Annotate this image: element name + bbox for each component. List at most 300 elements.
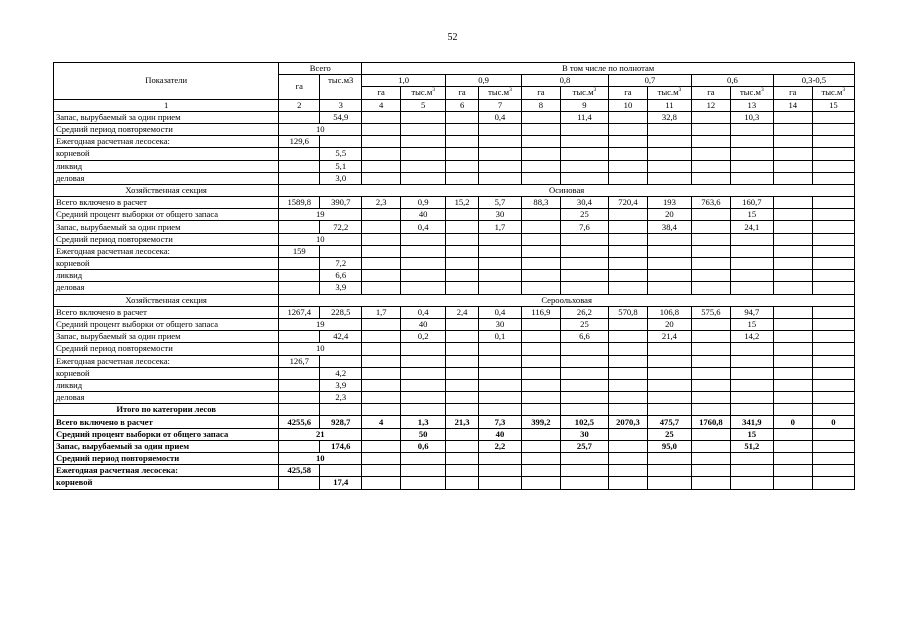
table-cell: 0,1 [478, 331, 521, 343]
table-cell [812, 136, 854, 148]
table-cell: 7,3 [478, 416, 521, 428]
table-cell [521, 318, 560, 330]
column-number: 14 [773, 99, 812, 111]
table-cell: 720,4 [609, 197, 648, 209]
table-row [54, 270, 855, 282]
table-cell: 159 [279, 245, 320, 257]
header-total: Всего [279, 63, 362, 75]
table-cell [521, 428, 560, 440]
section-label: Хозяйственная секция [54, 294, 279, 306]
empty-cell [560, 233, 608, 245]
table-cell [521, 209, 560, 221]
table-cell [521, 136, 560, 148]
table-row [54, 209, 855, 221]
table-cell: 32,8 [647, 111, 691, 123]
empty-cell [730, 343, 773, 355]
table-cell [446, 428, 479, 440]
unit-ha: га [446, 87, 479, 99]
unit-m3-text: тыс.м [740, 87, 761, 98]
table-cell [478, 148, 521, 160]
empty-cell [812, 404, 854, 416]
header-total-ha: га [279, 75, 320, 99]
table-cell [730, 392, 773, 404]
table-cell: 116,9 [521, 306, 560, 318]
table-cell [478, 245, 521, 257]
table-cell: 193 [647, 197, 691, 209]
table-cell: 390,7 [320, 197, 362, 209]
table-cell [773, 306, 812, 318]
column-number: 10 [609, 99, 648, 111]
table-cell [446, 282, 479, 294]
table-cell [478, 465, 521, 477]
table-cell [773, 318, 812, 330]
table-row [54, 477, 855, 489]
table-cell [362, 258, 401, 270]
column-number: 2 [279, 99, 320, 111]
table-row [54, 294, 855, 306]
empty-cell [362, 343, 401, 355]
forest-table [53, 62, 855, 490]
table-cell [362, 270, 401, 282]
table-cell: 5,7 [478, 197, 521, 209]
table-cell [812, 221, 854, 233]
row-label: ликвид [54, 270, 279, 282]
density-header: 0,6 [691, 75, 773, 87]
unit-m3 [647, 87, 691, 99]
unit-m3-text: тыс.м [488, 87, 510, 98]
table-cell: 4,2 [320, 367, 362, 379]
table-cell [812, 440, 854, 452]
density-header: 0,3-0,5 [773, 75, 854, 87]
table-cell [812, 172, 854, 184]
table-cell [446, 367, 479, 379]
table-cell [521, 221, 560, 233]
table-cell [478, 367, 521, 379]
table-cell [478, 160, 521, 172]
empty-cell [812, 453, 854, 465]
unit-ha: га [691, 87, 730, 99]
empty-cell [279, 404, 320, 416]
table-cell [560, 160, 608, 172]
table-cell: 15 [730, 428, 773, 440]
table-cell: 42,4 [320, 331, 362, 343]
column-number: 3 [320, 99, 362, 111]
empty-cell [560, 453, 608, 465]
unit-m3-power: 3 [760, 87, 764, 94]
table-cell: 341,9 [730, 416, 773, 428]
table-cell: 1,7 [478, 221, 521, 233]
table-cell [560, 136, 608, 148]
column-number: 11 [647, 99, 691, 111]
table-cell: 25 [560, 209, 608, 221]
table-cell [521, 282, 560, 294]
table-cell: 575,6 [691, 306, 730, 318]
row-label: Средний период повторяемости [54, 453, 279, 465]
row-label: деловая [54, 282, 279, 294]
table-cell [560, 367, 608, 379]
empty-cell [609, 233, 648, 245]
table-cell: 25 [560, 318, 608, 330]
empty-cell [730, 404, 773, 416]
empty-cell [401, 404, 446, 416]
table-cell: 129,6 [279, 136, 320, 148]
table-cell: 475,7 [647, 416, 691, 428]
table-cell [521, 172, 560, 184]
table-row [54, 367, 855, 379]
table-cell [773, 111, 812, 123]
table-cell [812, 392, 854, 404]
table-cell [730, 245, 773, 257]
table-cell [478, 392, 521, 404]
table-cell [730, 172, 773, 184]
table-cell [560, 282, 608, 294]
table-cell: 3,9 [320, 379, 362, 391]
table-cell [446, 148, 479, 160]
empty-cell [812, 343, 854, 355]
table-cell [647, 477, 691, 489]
unit-m3 [560, 87, 608, 99]
column-number: 7 [478, 99, 521, 111]
table-cell: 160,7 [730, 197, 773, 209]
table-cell [730, 136, 773, 148]
row-label: Запас, вырубаемый за один прием [54, 221, 279, 233]
table-row [54, 111, 855, 123]
total-header-label: Итого по категории лесов [54, 404, 279, 416]
empty-cell [691, 343, 730, 355]
table-cell [691, 221, 730, 233]
table-cell: 4255,6 [279, 416, 320, 428]
table-cell [521, 465, 560, 477]
empty-cell [773, 233, 812, 245]
row-label: Запас, вырубаемый за один прием [54, 111, 279, 123]
empty-cell [521, 233, 560, 245]
table-cell [773, 355, 812, 367]
table-cell: 0,4 [401, 221, 446, 233]
empty-cell [560, 343, 608, 355]
table-cell [691, 379, 730, 391]
table-cell [691, 440, 730, 452]
table-cell [362, 428, 401, 440]
empty-cell [609, 343, 648, 355]
table-cell [812, 160, 854, 172]
table-cell: 570,8 [609, 306, 648, 318]
table-cell [691, 270, 730, 282]
table-cell [773, 392, 812, 404]
table-cell [279, 160, 320, 172]
unit-m3-power: 3 [593, 87, 597, 94]
table-cell: 0,4 [478, 306, 521, 318]
table-cell: 20 [647, 318, 691, 330]
table-cell [773, 428, 812, 440]
table-cell [446, 160, 479, 172]
density-header: 0,8 [521, 75, 608, 87]
table-cell [609, 160, 648, 172]
table-cell: 2070,3 [609, 416, 648, 428]
table-cell: 126,7 [279, 355, 320, 367]
empty-cell [401, 123, 446, 135]
table-cell [812, 111, 854, 123]
column-number: 5 [401, 99, 446, 111]
table-cell [446, 270, 479, 282]
table-cell [773, 465, 812, 477]
table-cell [812, 367, 854, 379]
table-cell [560, 355, 608, 367]
table-cell [446, 355, 479, 367]
unit-m3 [478, 87, 521, 99]
table-cell [812, 477, 854, 489]
table-cell [521, 331, 560, 343]
empty-cell [691, 123, 730, 135]
table-row [54, 148, 855, 160]
empty-cell [647, 233, 691, 245]
table-cell [730, 258, 773, 270]
table-cell: 5,5 [320, 148, 362, 160]
table-cell [521, 367, 560, 379]
table-cell [609, 148, 648, 160]
table-cell [691, 331, 730, 343]
table-cell: 17,4 [320, 477, 362, 489]
table-cell [812, 306, 854, 318]
empty-cell [609, 453, 648, 465]
empty-cell [362, 404, 401, 416]
table-cell [609, 477, 648, 489]
table-cell [446, 440, 479, 452]
empty-cell [647, 343, 691, 355]
row-label: Всего включено в расчет [54, 416, 279, 428]
table-cell: 1267,4 [279, 306, 320, 318]
table-cell [691, 258, 730, 270]
table-cell [521, 355, 560, 367]
row-label: корневой [54, 258, 279, 270]
table-cell [401, 245, 446, 257]
table-cell [279, 392, 320, 404]
empty-cell [773, 453, 812, 465]
row-label: Запас, вырубаемый за один прием [54, 331, 279, 343]
row-label: Ежегодная расчетная лесосека: [54, 355, 279, 367]
table-cell [773, 136, 812, 148]
table-cell [401, 392, 446, 404]
table-row [54, 440, 855, 452]
table-cell [812, 270, 854, 282]
table-cell [362, 136, 401, 148]
table-cell [609, 428, 648, 440]
table-cell [560, 172, 608, 184]
table-cell [362, 172, 401, 184]
empty-cell [609, 404, 648, 416]
table-cell: 1760,8 [691, 416, 730, 428]
table-row [54, 123, 855, 135]
table-cell: 15 [730, 209, 773, 221]
table-cell [446, 245, 479, 257]
table-cell [812, 379, 854, 391]
table-cell [609, 209, 648, 221]
table-row [54, 136, 855, 148]
unit-m3-power: 3 [678, 87, 682, 94]
table-cell [647, 270, 691, 282]
table-cell [609, 331, 648, 343]
table-cell [730, 282, 773, 294]
table-cell: 228,5 [320, 306, 362, 318]
section-label: Хозяйственная секция [54, 184, 279, 196]
empty-cell [320, 404, 362, 416]
table-cell [691, 209, 730, 221]
table-cell: 1,7 [362, 306, 401, 318]
section-title: Сероольховая [279, 294, 855, 306]
empty-cell [401, 343, 446, 355]
table-cell: 54,9 [320, 111, 362, 123]
table-row [54, 258, 855, 270]
row-label: Средний период повторяемости [54, 123, 279, 135]
table-cell [521, 379, 560, 391]
table-cell [446, 221, 479, 233]
table-cell [609, 270, 648, 282]
table-cell [521, 392, 560, 404]
table-cell [773, 367, 812, 379]
empty-cell [362, 453, 401, 465]
table-cell [647, 367, 691, 379]
table-cell [609, 440, 648, 452]
table-cell: 7,6 [560, 221, 608, 233]
table-cell: 3,9 [320, 282, 362, 294]
column-number: 9 [560, 99, 608, 111]
table-cell: 0,9 [401, 197, 446, 209]
table-cell [560, 465, 608, 477]
empty-cell [560, 123, 608, 135]
table-cell: 425,58 [279, 465, 320, 477]
empty-cell [691, 233, 730, 245]
table-cell [401, 111, 446, 123]
table-cell [609, 221, 648, 233]
table-cell [691, 465, 730, 477]
table-cell: 21,4 [647, 331, 691, 343]
table-cell [647, 258, 691, 270]
table-cell [773, 209, 812, 221]
row-label: деловая [54, 172, 279, 184]
empty-cell [446, 123, 479, 135]
table-row [54, 233, 855, 245]
table-cell: 51,2 [730, 440, 773, 452]
table-row [54, 392, 855, 404]
empty-cell [362, 233, 401, 245]
density-header: 0,9 [446, 75, 522, 87]
table-cell [279, 367, 320, 379]
table-cell [362, 209, 401, 221]
table-cell [560, 258, 608, 270]
empty-cell [647, 404, 691, 416]
table-cell [279, 148, 320, 160]
empty-cell [446, 343, 479, 355]
table-cell [362, 440, 401, 452]
empty-cell [446, 404, 479, 416]
table-cell: 2,4 [446, 306, 479, 318]
table-cell: 14,2 [730, 331, 773, 343]
table-cell [812, 318, 854, 330]
table-cell: 2,2 [478, 440, 521, 452]
row-label: Средний процент выборки от общего запаса [54, 209, 279, 221]
table-cell: 72,2 [320, 221, 362, 233]
table-row [54, 160, 855, 172]
table-cell [446, 111, 479, 123]
table-cell [773, 379, 812, 391]
table-cell [812, 148, 854, 160]
unit-m3-text: тыс.м [411, 87, 433, 98]
table-cell [773, 440, 812, 452]
empty-cell [521, 123, 560, 135]
column-number: 8 [521, 99, 560, 111]
row-label: Ежегодная расчетная лесосека: [54, 465, 279, 477]
table-cell [609, 465, 648, 477]
table-cell [773, 270, 812, 282]
table-cell [478, 282, 521, 294]
table-cell [609, 258, 648, 270]
empty-cell [560, 404, 608, 416]
table-cell [362, 111, 401, 123]
unit-m3-text: тыс.м [821, 87, 843, 98]
table-cell [320, 136, 362, 148]
table-cell [773, 245, 812, 257]
table-cell [609, 136, 648, 148]
table-cell [279, 221, 320, 233]
table-cell [812, 355, 854, 367]
table-cell [812, 245, 854, 257]
row-label: Ежегодная расчетная лесосека: [54, 245, 279, 257]
row-label: Средний период повторяемости [54, 233, 279, 245]
empty-cell [478, 453, 521, 465]
header-total-m3: тыс.м3 [320, 75, 362, 99]
table-cell: 30 [560, 428, 608, 440]
table-cell [521, 270, 560, 282]
row-label: корневой [54, 367, 279, 379]
table-cell [560, 392, 608, 404]
table-cell: 0,4 [478, 111, 521, 123]
table-row [54, 404, 855, 416]
empty-cell [478, 123, 521, 135]
row-label: ликвид [54, 379, 279, 391]
row-label: ликвид [54, 160, 279, 172]
table-cell [362, 331, 401, 343]
table-cell [446, 209, 479, 221]
table-cell [401, 367, 446, 379]
span-value: 10 [279, 233, 362, 245]
row-label: Всего включено в расчет [54, 306, 279, 318]
table-cell: 20 [647, 209, 691, 221]
row-label: Всего включено в расчет [54, 197, 279, 209]
table-cell [691, 355, 730, 367]
table-cell: 50 [401, 428, 446, 440]
table-cell: 0,4 [401, 306, 446, 318]
table-cell [691, 148, 730, 160]
table-row [54, 331, 855, 343]
section-title: Осиновая [279, 184, 855, 196]
table-cell [773, 197, 812, 209]
table-cell [401, 136, 446, 148]
table-cell [647, 172, 691, 184]
table-cell: 38,4 [647, 221, 691, 233]
table-cell [730, 379, 773, 391]
table-cell: 25,7 [560, 440, 608, 452]
row-label: Средний процент выборки от общего запаса [54, 428, 279, 440]
table-cell [521, 477, 560, 489]
table-cell: 30 [478, 209, 521, 221]
span-value: 21 [279, 428, 362, 440]
empty-cell [773, 343, 812, 355]
table-cell [609, 392, 648, 404]
table-row [54, 306, 855, 318]
table-cell [773, 221, 812, 233]
table-cell [279, 270, 320, 282]
table-cell: 0 [773, 416, 812, 428]
table-cell [691, 136, 730, 148]
